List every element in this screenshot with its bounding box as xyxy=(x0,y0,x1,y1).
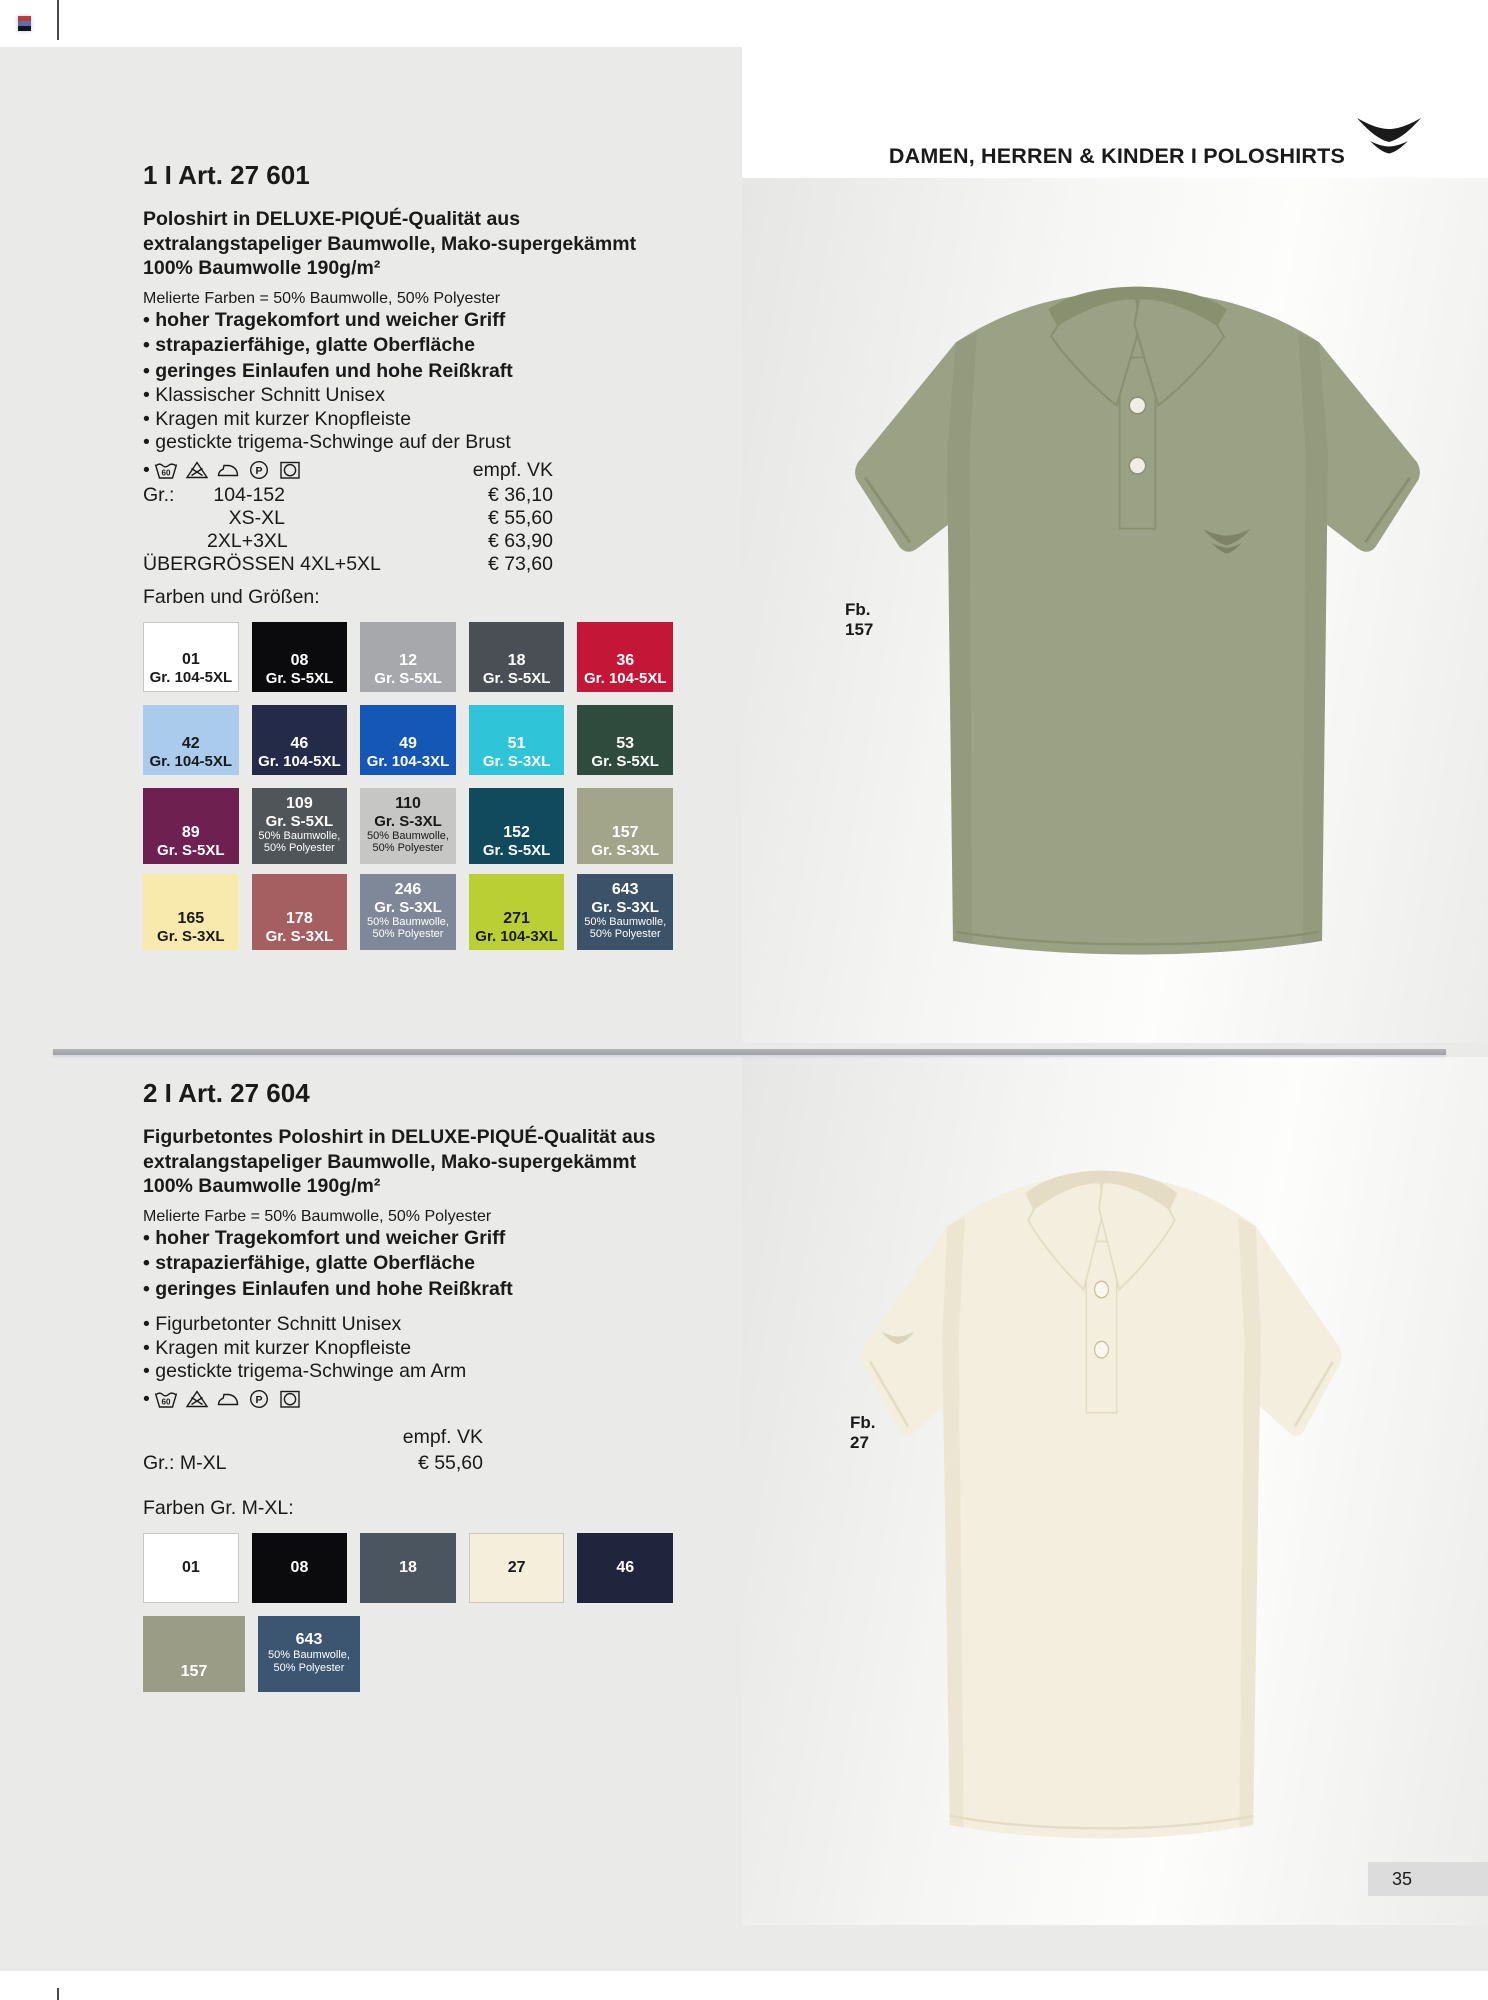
color-swatch-157 xyxy=(577,788,673,864)
swatch-note: 50% Polyester xyxy=(372,842,444,855)
color-swatch-18 xyxy=(469,622,565,692)
swatch-row xyxy=(143,1616,673,1692)
swatch-size: Gr. S-5XL xyxy=(482,669,551,687)
color-swatch-36 xyxy=(577,622,673,692)
do-not-bleach-icon xyxy=(185,1389,209,1409)
price-row xyxy=(143,553,553,576)
product-1-swatch-grid xyxy=(143,622,673,950)
fb-value: 157 xyxy=(845,620,874,639)
feature-item: • gestickte trigema-Schwinge am Arm xyxy=(143,1360,673,1384)
swatch-code: 152 xyxy=(503,823,530,841)
color-swatch-109 xyxy=(252,788,348,864)
feature-item: • hoher Tragekomfort und weicher Griff xyxy=(143,1226,673,1252)
description-line: Poloshirt in DELUXE-PIQUÉ-Qualität aus xyxy=(143,208,521,230)
color-swatch-643 xyxy=(577,874,673,950)
color-swatch-01 xyxy=(143,1533,239,1603)
swatch-note: 50% Baumwolle, xyxy=(268,1649,350,1662)
price-row xyxy=(143,484,553,507)
swatch-note: 50% Polyester xyxy=(372,928,444,941)
swatch-size: Gr. 104-5XL xyxy=(149,668,233,686)
color-swatch-643 xyxy=(258,1616,360,1692)
swatch-size: Gr. 104-5XL xyxy=(583,669,667,687)
size-label: Gr.: M-XL xyxy=(143,1451,227,1474)
feature-item: • Figurbetonter Schnitt Unisex xyxy=(143,1313,673,1337)
price-value: € 36,10 xyxy=(487,483,553,506)
swatch-code: 51 xyxy=(507,734,526,752)
feature-item: • geringes Einlaufen und hohe Reißkraft xyxy=(143,1277,673,1303)
product-2-swatch-grid xyxy=(143,1533,673,1692)
swatch-size: Gr. S-5XL xyxy=(482,841,551,859)
care-icons xyxy=(154,460,302,480)
swatch-code: 49 xyxy=(399,734,417,752)
swatch-code: 18 xyxy=(399,1558,417,1576)
color-swatch-51 xyxy=(469,705,565,775)
care-icons xyxy=(154,1389,302,1409)
swatch-size: Gr. S-3XL xyxy=(374,812,442,830)
color-swatch-27 xyxy=(469,1533,565,1603)
color-swatch-53 xyxy=(577,705,673,775)
swatch-size: Gr. 104-5XL xyxy=(258,752,341,770)
swatch-code: 165 xyxy=(177,909,205,927)
size-label: Gr.: xyxy=(143,483,175,506)
swatch-size: Gr. S-5XL xyxy=(157,841,225,859)
product-2-colors-title: Farben Gr. M-XL: xyxy=(143,1496,294,1519)
feature-item: • geringes Einlaufen und hohe Reißkraft xyxy=(143,359,673,385)
swatch-code: 18 xyxy=(507,651,526,669)
feature-item: • strapazierfähige, glatte Oberfläche xyxy=(143,1251,673,1277)
color-swatch-08 xyxy=(252,1533,348,1603)
swatch-note: 50% Polyester xyxy=(589,928,661,941)
feature-item: • gestickte trigema-Schwinge auf der Brust xyxy=(143,431,673,455)
swatch-row xyxy=(143,788,673,864)
swatch-note: 50% Polyester xyxy=(273,1661,345,1674)
size-range: ÜBERGRÖSSEN 4XL+5XL xyxy=(143,553,381,576)
description-line: 100% Baumwolle 190g/m² xyxy=(143,1175,381,1198)
fb-label: Fb. xyxy=(850,1413,876,1432)
swatch-code: 109 xyxy=(286,794,313,812)
price-row xyxy=(143,507,553,530)
swatch-note: 50% Polyester xyxy=(263,842,335,855)
iron-icon xyxy=(216,460,240,480)
product-1-colors-title: Farben und Größen: xyxy=(143,585,320,608)
swatch-code: 08 xyxy=(290,1558,309,1576)
swatch-code: 157 xyxy=(611,823,639,841)
iron-icon xyxy=(216,1389,240,1409)
color-swatch-01 xyxy=(143,622,239,692)
wash-60-icon xyxy=(154,460,178,480)
page-number: 35 xyxy=(1392,1868,1413,1889)
swatch-code: 08 xyxy=(290,651,309,669)
swatch-code: 12 xyxy=(399,651,417,669)
swatch-size: Gr. S-3XL xyxy=(374,898,442,916)
swatch-code: 110 xyxy=(395,794,421,812)
swatch-code: 53 xyxy=(616,734,635,752)
swatch-code: 643 xyxy=(295,1631,323,1649)
feature-item: • hoher Tragekomfort und weicher Griff xyxy=(143,308,673,334)
color-swatch-18 xyxy=(360,1533,456,1603)
swatch-code: 36 xyxy=(616,651,635,669)
product-1-features xyxy=(143,384,673,455)
svg-text:60: • 60 xyxy=(161,468,171,478)
size-label xyxy=(143,530,207,553)
product-1-description xyxy=(143,207,673,281)
swatch-size: Gr. 104-3XL xyxy=(475,927,558,945)
size-range: 2XL+3XL xyxy=(207,530,288,553)
catalog-page xyxy=(0,47,1488,1971)
swatch-code: 157 xyxy=(180,1662,208,1680)
description-line: Figurbetontes Poloshirt in DELUXE-PIQUÉ-Qualität aus xyxy=(143,1126,656,1148)
wash-60-icon xyxy=(154,1389,178,1409)
color-swatch-152 xyxy=(469,788,565,864)
product-2-article-number: 2 I Art. 27 604 xyxy=(143,1078,310,1108)
svg-text:60: • 60 xyxy=(161,1397,171,1407)
size-range: XS-XL xyxy=(228,506,285,529)
fb-value: 27 xyxy=(850,1433,869,1452)
product-2-features xyxy=(143,1313,673,1384)
price-value: € 63,90 xyxy=(487,530,553,553)
swatch-note: 50% Baumwolle, xyxy=(584,915,667,928)
price-value: € 55,60 xyxy=(487,506,553,529)
feature-item: • strapazierfähige, glatte Oberfläche xyxy=(143,333,673,359)
swatch-size: Gr. 104-5XL xyxy=(149,752,233,770)
swatch-size: Gr. S-3XL xyxy=(591,898,659,916)
swatch-note: 50% Baumwolle, xyxy=(367,915,449,928)
product-1-info xyxy=(143,160,673,950)
price-value: € 73,60 xyxy=(487,553,553,576)
swatch-size: Gr. S-5XL xyxy=(265,669,334,687)
svg-text:P: P xyxy=(255,465,263,478)
swatch-code: 46 xyxy=(290,734,309,752)
size-range: 104-152 xyxy=(213,483,285,506)
product-2-melange-note: Melierte Farbe = 50% Baumwolle, 50% Polyester xyxy=(143,1207,492,1225)
swatch-code: 01 xyxy=(181,1558,200,1576)
product-1-care-row xyxy=(143,459,553,482)
swatch-note: 50% Baumwolle, xyxy=(367,829,449,842)
tumble-dry-icon xyxy=(278,460,302,480)
swatch-note: 50% Baumwolle, xyxy=(258,829,341,842)
swatch-size: Gr. S-3XL xyxy=(157,927,225,945)
product-1-article-number: 1 I Art. 27 601 xyxy=(143,160,310,190)
dry-clean-p-icon xyxy=(247,460,271,480)
viewer-menu-icon[interactable] xyxy=(18,16,31,31)
price-header: empf. VK xyxy=(402,1425,483,1448)
color-swatch-271 xyxy=(469,874,565,950)
product-2-description xyxy=(143,1125,673,1199)
price-row xyxy=(143,530,553,553)
page-number-badge xyxy=(1368,1862,1488,1896)
product-1-price-table xyxy=(143,484,553,577)
swatch-size: Gr. S-5XL xyxy=(591,752,659,770)
feature-item: • Kragen mit kurzer Knopfleiste xyxy=(143,1337,673,1361)
color-swatch-165 xyxy=(143,874,239,950)
page-header-title: DAMEN, HERREN & KINDER I POLOSHIRTS xyxy=(888,144,1345,168)
swatch-row xyxy=(143,622,673,692)
swatch-row xyxy=(143,1533,673,1603)
product-2-price-row xyxy=(143,1452,483,1475)
color-swatch-246 xyxy=(360,874,456,950)
product-2-info xyxy=(143,1078,673,1692)
product-1-melange-note: Melierte Farben = 50% Baumwolle, 50% Polyester xyxy=(143,289,501,307)
swatch-size: Gr. 104-3XL xyxy=(366,752,450,770)
tumble-dry-icon xyxy=(278,1389,302,1409)
price-header: empf. VK xyxy=(472,458,553,481)
section-divider xyxy=(53,1049,1446,1055)
swatch-code: 46 xyxy=(616,1558,635,1576)
product-2-features-bold xyxy=(143,1226,673,1303)
size-label xyxy=(143,507,207,530)
product-1-features-bold xyxy=(143,308,673,385)
swatch-size: Gr. S-3XL xyxy=(265,927,334,945)
svg-text:P: P xyxy=(255,1394,263,1407)
viewer-menu-icon-stripe xyxy=(18,26,31,31)
trigema-logo-icon xyxy=(1355,115,1423,161)
swatch-code: 643 xyxy=(611,880,639,898)
swatch-code: 89 xyxy=(181,823,200,841)
crop-mark-top xyxy=(57,0,59,40)
color-swatch-49 xyxy=(360,705,456,775)
color-swatch-157 xyxy=(143,1616,245,1692)
description-line: extralangstapeliger Baumwolle, Mako-supergekämmt xyxy=(143,232,637,255)
swatch-size: Gr. S-3XL xyxy=(482,752,551,770)
color-swatch-110 xyxy=(360,788,456,864)
product-1-polo-shirt-photo xyxy=(825,228,1450,965)
swatch-code: 246 xyxy=(394,880,422,898)
swatch-size: Gr. S-5XL xyxy=(265,812,334,830)
swatch-code: 42 xyxy=(181,734,200,752)
color-swatch-178 xyxy=(252,874,348,950)
swatch-code: 01 xyxy=(181,650,200,668)
feature-item: • Kragen mit kurzer Knopfleiste xyxy=(143,408,673,432)
do-not-bleach-icon xyxy=(185,460,209,480)
swatch-size: Gr. S-5XL xyxy=(374,669,442,687)
color-swatch-08 xyxy=(252,622,348,692)
swatch-row xyxy=(143,705,673,775)
color-swatch-46 xyxy=(577,1533,673,1603)
swatch-row xyxy=(143,874,673,950)
swatch-code: 178 xyxy=(286,909,313,927)
swatch-code: 27 xyxy=(507,1558,526,1576)
color-swatch-42 xyxy=(143,705,239,775)
color-swatch-89 xyxy=(143,788,239,864)
swatch-size: Gr. S-3XL xyxy=(591,841,659,859)
price-value: € 55,60 xyxy=(417,1451,483,1474)
crop-mark-bottom xyxy=(57,1988,59,2000)
feature-item: • Klassischer Schnitt Unisex xyxy=(143,384,673,408)
color-swatch-46 xyxy=(252,705,348,775)
color-swatch-12 xyxy=(360,622,456,692)
dry-clean-p-icon xyxy=(247,1389,271,1409)
swatch-code: 271 xyxy=(503,909,530,927)
description-line: extralangstapeliger Baumwolle, Mako-supergekämmt xyxy=(143,1150,637,1173)
product-2-care-row xyxy=(143,1388,553,1411)
fb-label: Fb. xyxy=(845,600,871,619)
description-line: 100% Baumwolle 190g/m² xyxy=(143,257,381,280)
product-2-polo-shirt-photo xyxy=(836,1112,1367,1849)
